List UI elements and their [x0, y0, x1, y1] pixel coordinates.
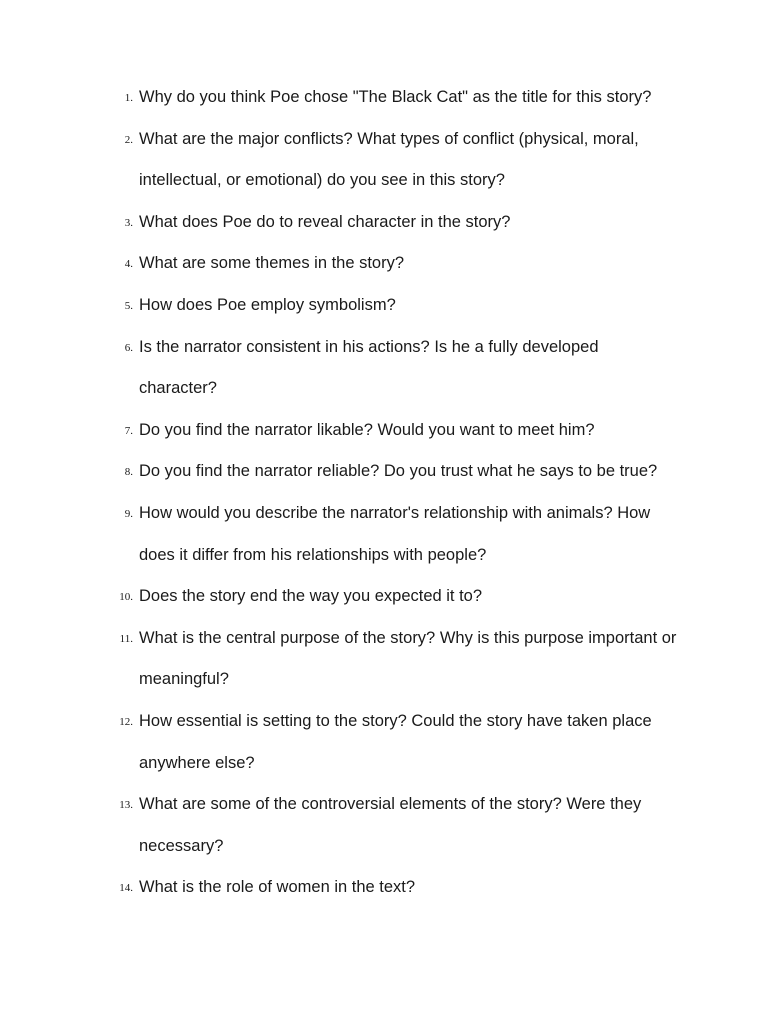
question-item: [0, 243, 768, 285]
question-item: [0, 202, 768, 244]
question-item: [0, 285, 768, 327]
question-number: 8.: [124, 466, 133, 479]
question-text: What are the major conflicts? What types of conflict (physical, moral, intellectual, or emotional) do you see in this story?: [139, 129, 639, 190]
question-text: Does the story end the way you expected it to?: [139, 587, 483, 606]
question-number: 11.: [119, 632, 133, 645]
question-number: 14.: [119, 882, 133, 895]
question-text: How does Poe employ symbolism?: [139, 295, 396, 314]
question-list: [0, 77, 768, 909]
question-number: 9.: [124, 507, 133, 520]
question-item: [0, 77, 768, 119]
question-number: 1.: [124, 92, 133, 104]
question-text: Is the narrator consistent in his actions? Is he a fully developed character?: [139, 337, 599, 398]
question-text: What does Poe do to reveal character in the story?: [139, 212, 511, 231]
question-number: 3.: [124, 216, 133, 229]
question-number: 6.: [124, 341, 133, 354]
question-item: [0, 576, 768, 618]
question-item: [0, 327, 768, 410]
question-item: [0, 493, 768, 576]
question-text: Do you find the narrator likable? Would you want to meet him?: [139, 420, 595, 439]
question-item: [0, 784, 768, 867]
question-text: How would you describe the narrator's relationship with animals? How does it differ from his relationships with people?: [139, 503, 651, 564]
question-number: 12.: [119, 715, 133, 728]
question-item: [0, 867, 768, 909]
question-number: 5.: [124, 299, 133, 312]
question-number: 2.: [124, 133, 133, 146]
question-number: 7.: [124, 424, 133, 437]
question-item: [0, 618, 768, 701]
question-item: [0, 119, 768, 202]
question-item: [0, 410, 768, 452]
question-text: How essential is setting to the story? Could the story have taken place anywhere else?: [139, 711, 652, 772]
question-text: What is the role of women in the text?: [139, 878, 416, 897]
question-number: 10.: [119, 591, 133, 604]
question-text: What are some themes in the story?: [139, 254, 405, 273]
question-text: What are some of the controversial elements of the story? Were they necessary?: [139, 795, 642, 855]
question-text: Why do you think Poe chose "The Black Cat" as the title for this story?: [139, 88, 652, 106]
question-text: Do you find the narrator reliable? Do you trust what he says to be true?: [139, 462, 658, 481]
question-number: 4.: [124, 258, 133, 271]
question-number: 13.: [119, 799, 133, 812]
question-item: [0, 451, 768, 493]
question-text: What is the central purpose of the story? Why is this purpose important or meaningful?: [139, 628, 677, 689]
question-item: [0, 701, 768, 784]
